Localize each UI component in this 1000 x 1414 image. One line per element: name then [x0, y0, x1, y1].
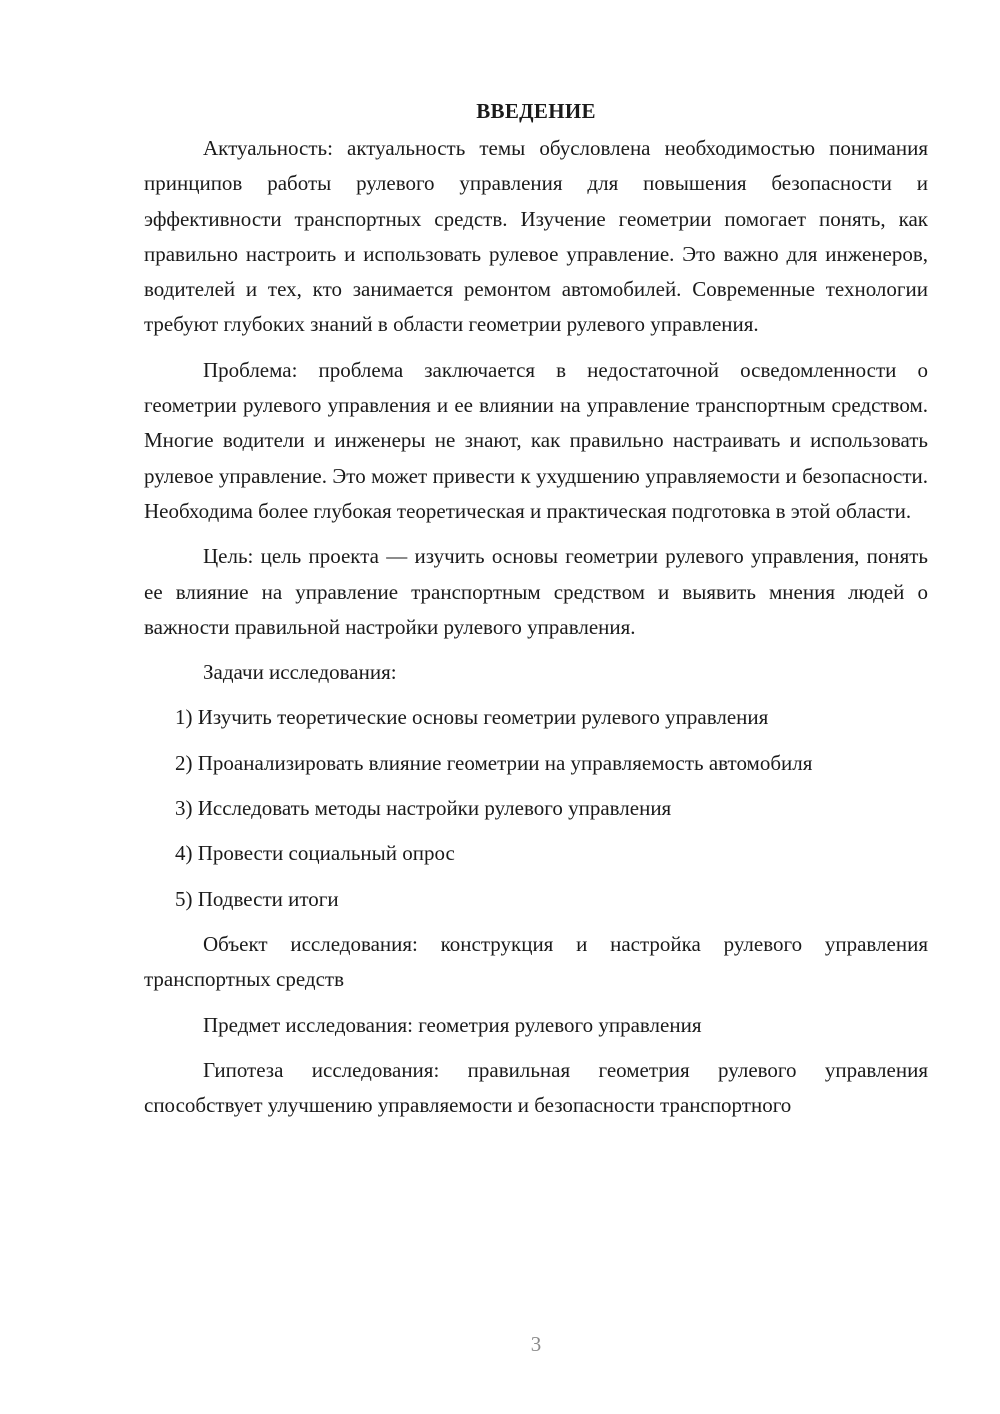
paragraph-tasks-heading: Задачи исследования:: [203, 660, 397, 685]
task-item-4: 4) Провести социальный опрос: [175, 841, 455, 866]
page-title: ВВЕДЕНИЕ: [476, 99, 596, 123]
paragraph-problem: Проблема: проблема заключается в недостаточной осведомленности о геометрии рулевого управления и ее влиянии на управление транспортным средством. Многие водители и инженеры не знают, как правильно настраивать и использовать рулевое управление. Это может привести к ухудшению управляемости и безопасности. Необходима более глубокая теоретическая и практическая подготовка в этой области.: [144, 357, 928, 523]
task-item-2: 2) Проанализировать влияние геометрии на управляемость автомобиля: [175, 750, 813, 775]
task-item-5: 5) Подвести итоги: [175, 886, 339, 911]
paragraph-relevance: Актуальность: актуальность темы обусловлена необходимостью понимания принципов работы рулевого управления для повышения безопасности и эффективности транспортных средств. Изучение геометрии помогает понять, как правильно настроить и использовать рулевое управление. Это важно для инженеров, водителей и тех, кто занимается ремонтом автомобилей. Современные технологии требуют глубоких знаний в области геометрии рулевого управления.: [144, 136, 928, 337]
task-item-1: 1) Изучить теоретические основы геометрии рулевого управления: [175, 705, 769, 730]
page-number: 3: [530, 1332, 542, 1356]
task-item-3: 3) Исследовать методы настройки рулевого управления: [175, 796, 672, 821]
paragraph-goal: Цель: цель проекта — изучить основы геометрии рулевого управления, понять ее влияние на управление транспортным средством и выявить мнения людей о важности правильной настройки рулевого управления.: [144, 544, 928, 639]
paragraph-subject: Предмет исследования: геометрия рулевого управления: [203, 1012, 702, 1037]
paragraph-object: Объект исследования: конструкция и настройка рулевого управления транспортных средств: [144, 931, 928, 992]
document-page: [144, 94, 928, 1133]
paragraph-hypothesis: Гипотеза исследования: правильная геометрия рулевого управления способствует улучшению управляемости и безопасности транспортного: [144, 1057, 928, 1118]
